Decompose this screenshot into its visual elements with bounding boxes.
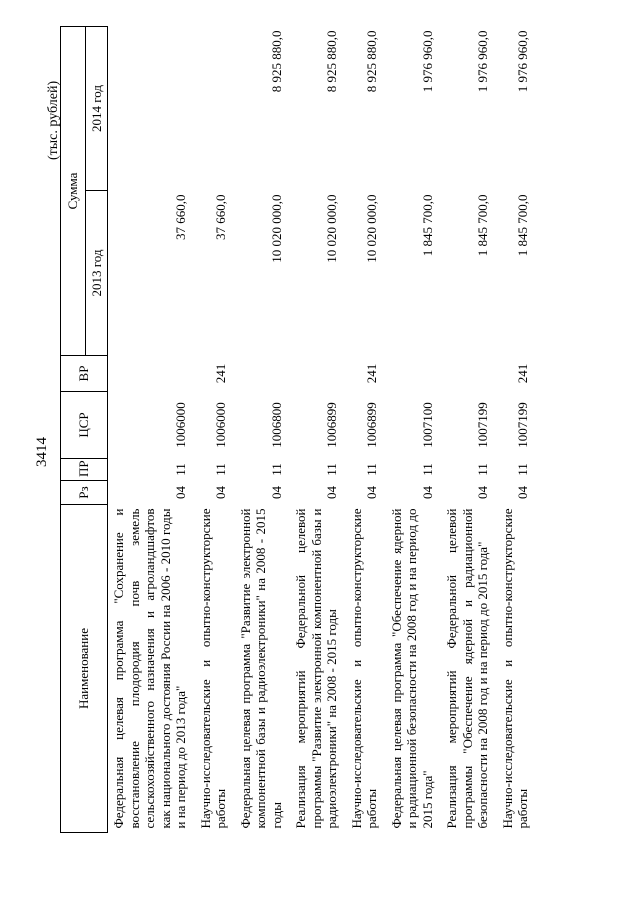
row-csr: 1006000 [173, 402, 188, 448]
row-name: Научно-исследовательские и опытно-конструкторские работы [197, 508, 228, 829]
row-vr: 241 [364, 363, 379, 384]
row-csr: 1006899 [364, 402, 379, 448]
row-rz: 04 [173, 486, 188, 499]
table-row [497, 27, 537, 833]
row-rz: 04 [213, 486, 228, 499]
row-amount-2014 [195, 27, 235, 191]
budget-table [60, 26, 537, 833]
row-name: Реализация мероприятий Федеральной целевой программы "Обеспечение ядерной и радиационной безопасности на 2008 год и на период до 2015 года" [444, 508, 490, 829]
header-rz: Рз [61, 481, 108, 505]
row-name: Федеральная целевая программа "Обеспечение ядерной и радиационной безопасности на 2008 год и на период до 2015 года" [388, 508, 435, 829]
row-name: Федеральная целевая программа "Сохранение и восстановление плодородия почв земель сельскохозяйственного назначения и агроландшафтов как национального достояния России на 2006 - 2010 годы и на период до 2013 года" [111, 508, 188, 829]
header-2013: 2013 год [86, 191, 108, 356]
row-amount-2013: 37 660,0 [213, 194, 228, 240]
row-rz: 04 [364, 486, 379, 499]
row-vr [290, 356, 346, 392]
row-amount-2013: 1 845 700,0 [515, 194, 530, 257]
table-row [195, 27, 235, 833]
row-amount-2014: 1 976 960,0 [475, 30, 490, 93]
row-pr: 11 [475, 463, 490, 476]
row-amount-2013: 1 845 700,0 [419, 194, 435, 257]
row-csr: 1006800 [268, 402, 284, 448]
row-csr: 1007199 [515, 402, 530, 448]
row-vr: 241 [515, 363, 530, 384]
row-vr [108, 356, 195, 392]
row-amount-2014: 1 976 960,0 [515, 30, 530, 93]
row-rz: 04 [515, 486, 530, 499]
row-pr: 11 [173, 463, 188, 476]
row-vr [235, 356, 291, 392]
units-label: (тыс. рублей) [46, 80, 61, 160]
table-row [441, 27, 497, 833]
header-2014: 2014 год [86, 27, 108, 191]
row-amount-2013: 37 660,0 [173, 194, 188, 240]
row-vr: 241 [213, 363, 228, 384]
row-amount-2014: 8 925 880,0 [364, 30, 379, 93]
row-pr: 11 [324, 463, 339, 476]
row-rz: 04 [419, 486, 435, 499]
header-vr: ВР [61, 356, 108, 392]
row-csr: 1006899 [324, 402, 339, 448]
row-rz: 04 [475, 486, 490, 499]
table-row [290, 27, 346, 833]
row-pr: 11 [515, 463, 530, 476]
row-csr: 1007199 [475, 402, 490, 448]
row-pr: 11 [419, 463, 435, 476]
row-vr [386, 356, 442, 392]
row-amount-2013: 10 020 000,0 [364, 194, 379, 263]
row-name: Федеральная целевая программа "Развитие электронной компонентной базы и радиоэлектроники" на 2008 - 2015 годы [237, 508, 284, 829]
row-pr: 11 [213, 463, 228, 476]
row-name: Научно-исследовательские и опытно-конструкторские работы [348, 508, 379, 829]
row-pr: 11 [268, 463, 284, 476]
row-amount-2014: 8 925 880,0 [268, 30, 284, 93]
row-rz: 04 [324, 486, 339, 499]
table-row [346, 27, 386, 833]
header-pr: ПР [61, 459, 108, 481]
header-sum: Сумма [61, 27, 86, 356]
row-pr: 11 [364, 463, 379, 476]
table-row [386, 27, 442, 833]
page-number: 3414 [34, 437, 50, 467]
row-name: Реализация мероприятий Федеральной целевой программы "Развитие электронной компонентной базы и радиоэлектроники" на 2008 - 2015 годы [293, 508, 339, 829]
row-amount-2014: 8 925 880,0 [324, 30, 339, 93]
row-rz: 04 [268, 486, 284, 499]
row-amount-2014: 1 976 960,0 [419, 30, 435, 93]
row-amount-2013: 1 845 700,0 [475, 194, 490, 257]
row-name: Научно-исследовательские и опытно-конструкторские работы [499, 508, 530, 829]
header-name: Наименование [61, 505, 108, 833]
row-csr: 1006000 [213, 402, 228, 448]
table-body [108, 27, 537, 833]
row-csr: 1007100 [419, 402, 435, 448]
row-amount-2014 [108, 27, 195, 191]
header-csr: ЦСР [61, 392, 108, 459]
table-row [235, 27, 291, 833]
row-amount-2013: 10 020 000,0 [268, 194, 284, 263]
table-row [108, 27, 195, 833]
row-amount-2013: 10 020 000,0 [324, 194, 339, 263]
row-vr [441, 356, 497, 392]
